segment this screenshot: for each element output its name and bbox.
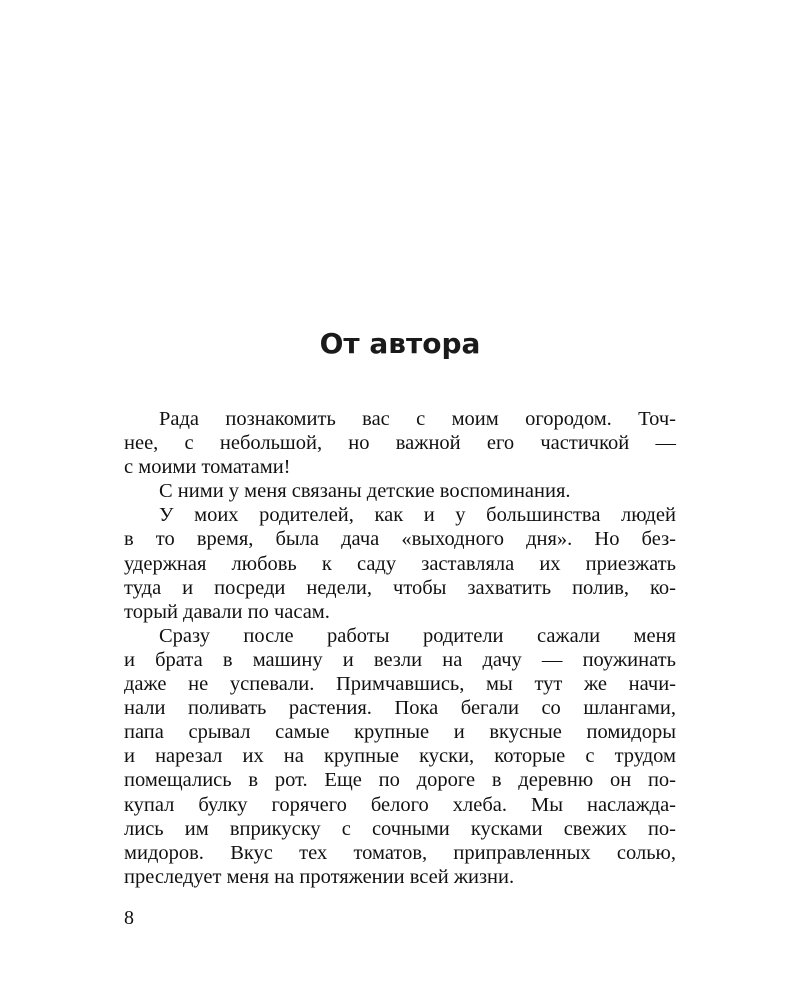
body-text [124,407,676,889]
text-line: нее, с небольшой, но важной его частичкой — [124,432,676,455]
text-line: Рада познакомить вас с моим огородом. Точ- [159,408,676,430]
text-line: Сразу после работы родители сажали меня [159,624,676,647]
text-line: лись им вприкуску с сочными кусками свежих по- [124,817,676,840]
text-line: У моих родителей, как и у большинства людей [159,504,676,527]
text-line: и нарезал их на крупные куски, которые с трудом [124,745,676,768]
text-line: даже не успевали. Примчавшись, мы тут же начи- [124,673,676,696]
paragraph [124,503,676,623]
text-line: помещались в рот. Еще по дороге в деревню он по- [124,769,676,792]
paragraph [124,479,676,503]
text-line: с моими томатами! [124,456,291,479]
paragraph [124,624,676,889]
text-line: С ними у меня связаны детские воспоминания. [159,480,571,503]
text-line: туда и посреди недели, чтобы захватить полив, ко- [124,576,676,599]
text-line: нали поливать растения. Пока бегали со шлангами, [124,697,676,720]
text-line: в то время, была дача «выходного дня». Но без- [124,528,676,551]
text-line: преследует меня на протяжении всей жизни. [124,865,515,888]
text-line: мидоров. Вкус тех томатов, приправленных солью, [124,841,676,864]
text-line: купал булку горячего белого хлеба. Мы наслажда- [124,793,676,816]
chapter-title: От автора [319,327,481,360]
text-line: и брата в машину и везли на дачу — поужинать [124,648,676,671]
paragraph [124,407,676,479]
text-line: торый давали по часам. [124,600,330,623]
page-number: 8 [124,907,134,929]
text-line: удержная любовь к саду заставляла их приезжать [124,552,676,575]
text-line: папа срывал самые крупные и вкусные помидоры [124,721,676,744]
